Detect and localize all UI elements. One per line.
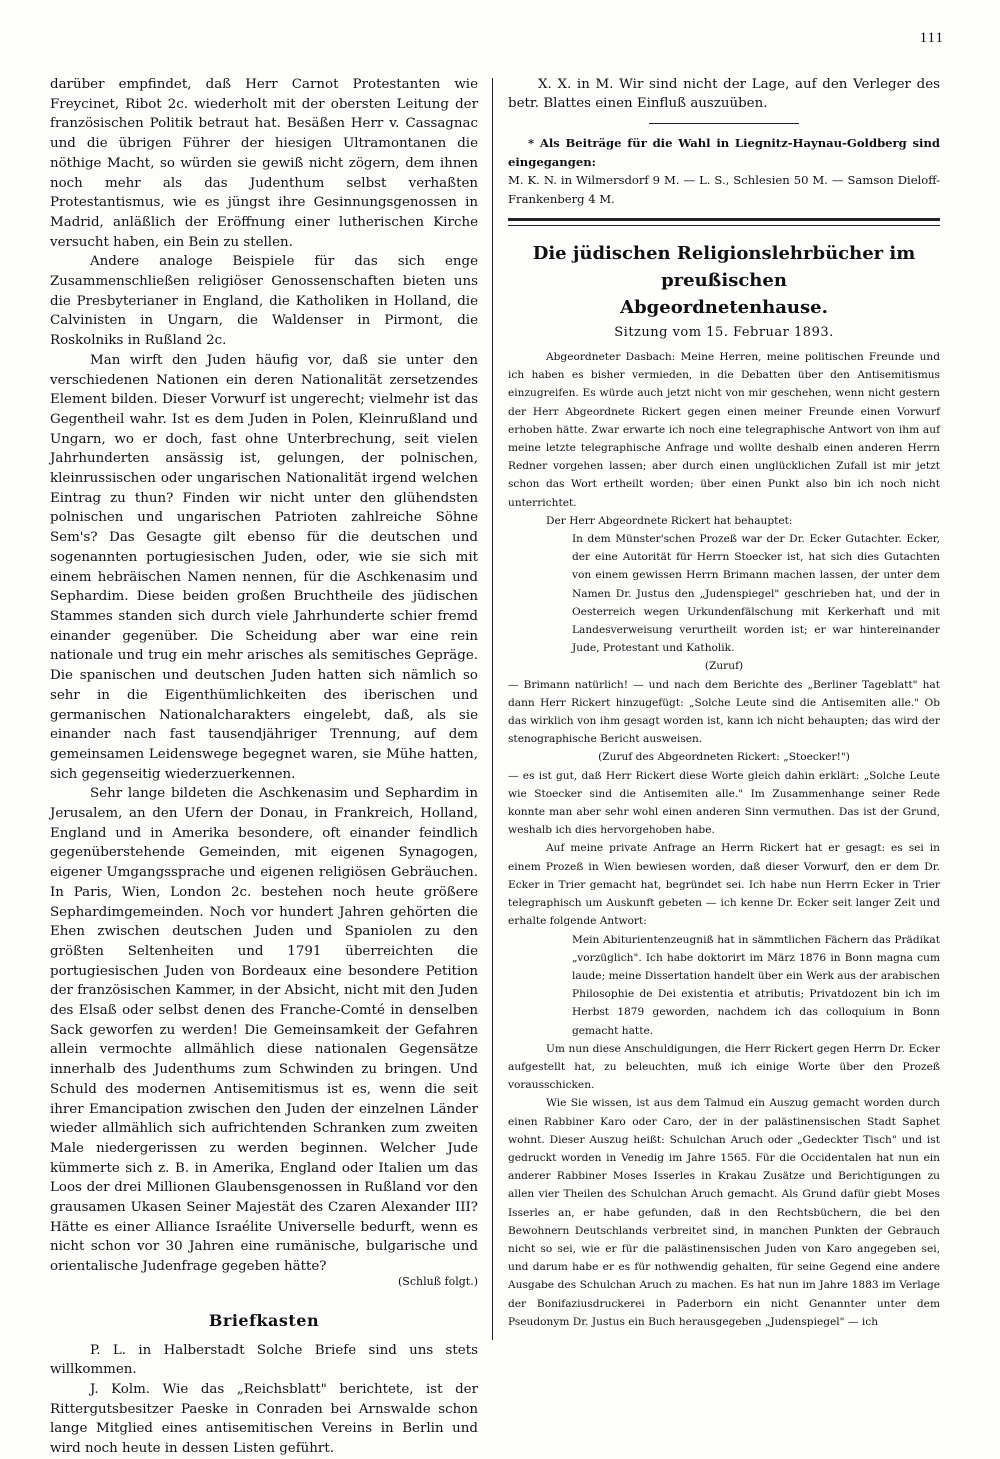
- article-paragraph-2: Der Herr Abgeordnete Rickert hat behauptet:: [546, 514, 793, 527]
- continued-note: (Schluß folgt.): [398, 1274, 478, 1288]
- quote-rickert: [508, 530, 940, 657]
- article-body: [508, 348, 940, 1331]
- letterbox-note: [508, 75, 940, 113]
- column-divider: [492, 78, 493, 1340]
- donations-list: M. K. N. in Wilmersdorf 9 M. — L. S., Schlesien 50 M. — Samson Dieloff-Frankenberg 4 M.: [508, 173, 940, 206]
- page-number: 111: [919, 30, 944, 46]
- article-title-line-1: Die jüdischen Religionslehrbücher im preußischen: [532, 243, 916, 291]
- left-paragraph-3: Man wirft den Juden häufig vor, daß sie unter den verschiedenen Nationen ein deren Nationalität zersetzendes Element bilden. Dieser Vorwurf ist ungerecht; vielmehr ist das Gegentheil wahr. Ist es dem Juden in Polen, Kleinrußland und Ungarn, wo er doch, fast ohne Unterbrechung, seit vielen Jahrhunderten ansässig ist, gelungen, der polnischen, kleinrussischen oder ungarischen Nationalität irgend welchen Eintrag zu thun? Finden wir nicht unter den glühendsten polnischen und ungarischen Patrioten zahlreiche Söhne Sem's? Das Gesagte gilt ebenso für die deutschen und sogenannten portugiesischen Juden, oder, wie sie sich mit einem hebräischen Namen nennen, für die Aschkenasim und Sephardim. Diese beiden großen Bruchtheile des jüdischen Stammes standen sich durch viele Jahrhunderte schier fremd einander gegenüber. Die Scheidung aber war eine rein nationale und trug ein mehr arisches als semitisches Gepräge. Die spanischen und deutschen Juden hatten sich nämlich so sehr in die Eigenthümlichkeiten des iberischen und germanischen Nationalcharakters eingelebt, daß, als sie einander nach fast tausendjähriger Trennung, auf dem gemeinsamen Leidenswege begegnet waren, sie Mühe hatten, sich gegenseitig wiederzuerkennen.: [50, 352, 478, 782]
- article-paragraph-6: Um nun diese Anschuldigungen, die Herr Rickert gegen Herrn Dr. Ecker aufgestellt hat, zu beleuchten, muß ich einige Worte über den Prozeß vorausschicken.: [508, 1042, 940, 1092]
- interjection-2: (Zuruf des Abgeordneten Rickert: „Stoecker!"): [598, 751, 850, 764]
- donations-heading: * Als Beiträge für die Wahl in Liegnitz-Haynau-Goldberg sind eingegangen:: [508, 136, 940, 169]
- article-paragraph-3: — Brimann natürlich! — und nach dem Berichte des „Berliner Tageblatt" hat dann Herr Rickert hinzugefügt: „Solche Leute sind die Antisemiten alle." Ob das wirklich von ihm gesagt worden ist, kann ich nicht behaupten; das wird der stenographische Bericht ausweisen.: [508, 678, 940, 746]
- letterbox-note-text: X. X. in M. Wir sind nicht der Lage, auf den Verleger des betr. Blattes einen Einfluß auszuüben.: [508, 77, 940, 111]
- left-paragraph-2: Andere analoge Beispiele für das sich enge Zusammenschließen religiöser Genossenschaften bieten uns die Presbyterianer in England, die Katholiken in Holland, die Calvinisten in Ungarn, die Waldenser in Pirmont, die Roskolniks in Rußland 2c.: [50, 254, 478, 349]
- short-divider: [649, 123, 799, 124]
- article-paragraph-1: Abgeordneter Dasbach: Meine Herren, meine politischen Freunde und ich haben es bisher vermieden, in die Debatten über den Antisemitismus einzugreifen. Es würde auch jetzt nicht von mir geschehen, wenn nicht gestern der Herr Abgeordnete Rickert gegen einen meiner Freunde einen Vorwurf erhoben hätte. Zwar erwarte ich noch eine telegraphische Antwort von ihm auf meine letzte telegraphische Anfrage und wollte deshalb einen anderen Herrn Redner vorgehen lassen; aber durch einen unglücklichen Zufall ist mir jetzt schon das Wort ertheilt worden; über einen Punkt also bin ich noch nicht unterrichtet.: [508, 351, 940, 509]
- left-paragraph-1: darüber empfindet, daß Herr Carnot Protestanten wie Freycinet, Ribot 2c. wiederholt mit der obersten Leitung der französischen Politik betraut hat. Besäßen Herr v. Cassagnac und die übrigen Führer der hiesigen Ultramontanen die nöthige Macht, so würden sie gewiß nicht zögern, dem ihnen noch mehr als das Judenthum selbst verhaßten Protestantismus, wie es jüngst ihre Gesinnungsgenossen in Madrid, anläßlich der Eröffnung einer lutherischen Kirche versucht haben, ein Bein zu stellen.: [50, 77, 478, 250]
- briefkasten-entry-1: P. L. in Halberstadt Solche Briefe sind uns stets willkommen.: [50, 1342, 478, 1378]
- article-paragraph-4: — es ist gut, daß Herr Rickert diese Worte gleich dahin erklärt: „Solche Leute wie Stoecker sind die Antisemiten alle." Im Zusammenhange seiner Rede konnte man aber sehr wohl einen anderen Sinn vermuthen. Das ist der Grund, weshalb ich dies hervorgehoben habe.: [508, 769, 940, 837]
- article-paragraph-5: Auf meine private Anfrage an Herrn Rickert hat er gesagt: es sei in einem Prozeß in Wien bewiesen worden, daß dieser Vorwurf, den er dem Dr. Ecker in Trier gemacht hat, begründet sei. Ich habe nun Herrn Ecker in Trier telegraphisch um Auskunft gebeten — ich kenne Dr. Ecker seit langer Zeit und erhalte folgende Antwort:: [508, 842, 940, 928]
- article-title: [508, 240, 940, 321]
- article-title-line-2: Abgeordnetenhause.: [620, 297, 828, 318]
- quote-ecker-text: Mein Abiturientenzeugniß hat in sämmtlichen Fächern das Prädikat „vorzüglich". Ich habe doktorirt im März 1876 in Bonn magna cum laude; meine Dissertation handelt über ein Werk aus der arabischen Philosophie de Dei existentia et atributis; Privatdozent bin ich im Herbst 1879 geworden, nachdem ich das colloquium in Bonn gemacht hatte.: [572, 933, 940, 1037]
- section-rule-thick: [508, 218, 940, 221]
- briefkasten-entry-2: J. Kolm. Wie das „Reichsblatt" berichtete, ist der Rittergutsbesitzer Paeske in Conraden bei Arnswalde schon lange Mitglied eines antisemitischen Vereins in Berlin und wird noch heute in dessen Listen geführt.: [50, 1382, 478, 1457]
- donations-notice: [508, 134, 940, 208]
- section-rule-thin: [508, 225, 940, 226]
- left-paragraph-4: Sehr lange bildeten die Aschkenasim und Sephardim in Jerusalem, an den Ufern der Donau, in Frankreich, Holland, England und in Amerika besondere, oft einander feindlich gegenüberstehende Gemeinden, mit eigenen Synagogen, eigener Umgangssprache und eigenen religiösen Gebräuchen. In Paris, Wien, London 2c. bestehen noch heute größere Sephardimgemeinden. Noch vor hundert Jahren gehörten die Ehen zwischen deutschen Juden und Spaniolen zu den größten Seltenheiten und 1791 überreichten die portugiesischen Juden von Bordeaux eine besondere Petition der französischen Kammer, in der Absicht, nicht mit den Juden des Elsaß oder selbst denen des Franche-Comté in denselben Sack geworfen zu werden! Die Gemeinsamkeit der Gefahren allein vermochte allmählich diese nationalen Gegensätze innerhalb des Judenthums zum Schwinden zu bringen. Und Schuld des modernen Antisemitismus ist es, wenn die seit ihrer Emancipation zwischen den Juden der einzelnen Länder wieder allmählich sich aufrichtenden Schranken zum zweiten Male niedergerissen zu werden beginnen. Welcher Jude kümmerte sich z. B. in Amerika, England oder Italien um das Loos der drei Millionen Glaubensgenossen in Rußland vor den grausamen Ukasen Seiner Majestät des Czaren Alexander III? Hätte es einer Alliance Israélite Universelle bedurft, wenn es nicht schon vor 30 Jahren eine rumänische, bulgarische und orientalische Judenfrage gegeben hätte?: [50, 786, 478, 1275]
- session-date: Sitzung vom 15. Februar 1893.: [614, 325, 834, 340]
- interjection-1: (Zuruf): [704, 660, 744, 673]
- quote-ecker: [508, 931, 940, 1040]
- right-column: [508, 75, 940, 1331]
- left-column: [50, 75, 478, 1459]
- quote-rickert-text: In dem Münster'schen Prozeß war der Dr. Ecker Gutachter. Ecker, der eine Autorität für Herrn Stoecker ist, hat sich dies Gutachten von einem gewissen Herrn Brimann machen lassen, der unter dem Namen Dr. Justus den „Judenspiegel" geschrieben hat, und der in Oesterreich wegen Urkundenfälschung mit Kerkerhaft und mit Landesverweisung verurtheilt worden ist; er war hintereinander Jude, Protestant und Katholik.: [572, 533, 940, 655]
- briefkasten-title: Briefkasten: [208, 1310, 320, 1330]
- article-paragraph-7: Wie Sie wissen, ist aus dem Talmud ein Auszug gemacht worden durch einen Rabbiner Karo oder Caro, der in der palästinensischen Stadt Saphet wohnt. Dieser Auszug heißt: Schulchan Aruch oder „Gedeckter Tisch" und ist gedruckt worden in Venedig im Jahre 1565. Für die Occidentalen hat nun ein anderer Rabbiner Moses Isserles in Krakau Zusätze und Berichtigungen zu allen vier Theilen des Schulchan Aruch gemacht. Als Grund dafür giebt Moses Isserles an, er habe gefunden, daß in den Rechtsbüchern, die bei den Bewohnern Deutschlands verbreitet sind, in manchen Punkten der Gebrauch nicht so sei, wie er für die palästinensischen Juden von Karo angegeben sei, und darum habe er es für nothwendig gehalten, für seine Gegend eine andere Ausgabe des Schulchan Aruch zu machen. Es hat nun im Jahre 1883 im Verlage der Bonifaziusdruckerei in Paderborn ein nicht Genannter unter dem Pseudonym Dr. Justus ein Buch herausgegeben „Judenspiegel" — ich: [508, 1097, 940, 1328]
